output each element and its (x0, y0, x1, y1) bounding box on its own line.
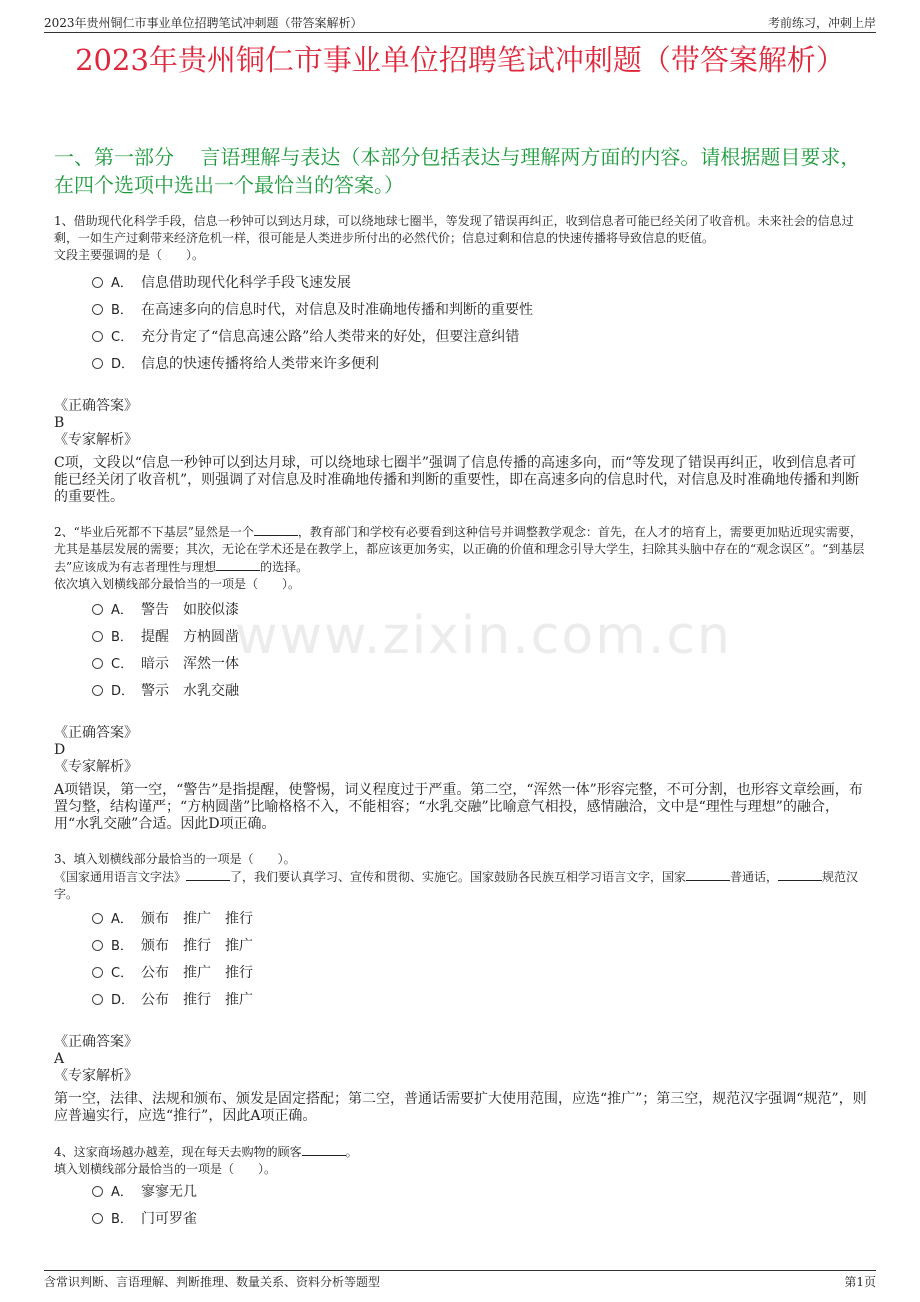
radio-icon[interactable] (92, 913, 103, 924)
question-2-body-a: 2、“毕业后死都不下基层”显然是一个 (54, 525, 254, 539)
question-3-analysis: 第一空，法律、法规和颁布、颁发是固定搭配；第二空，普通话需要扩大使用范围，应选“推广”；第三空，规范汉字强调“规范”，则应普遍实行，应选“推行”，因此A项正确。 (54, 1091, 867, 1124)
option-text: 在高速多向的信息时代，对信息及时准确地传播和判断的重要性 (141, 302, 533, 318)
option-d[interactable] (92, 351, 860, 378)
page-title: 2023年贵州铜仁市事业单位招聘笔试冲刺题（带答案解析） (75, 43, 845, 77)
answer-label: 《正确答案》 (54, 398, 138, 414)
option-letter: A． (111, 276, 133, 291)
question-3-options (92, 906, 860, 1014)
radio-icon[interactable] (92, 277, 103, 288)
question-3-body-c: 普通话， (730, 870, 779, 884)
answer-value: B (54, 415, 65, 431)
radio-icon[interactable] (92, 358, 103, 369)
option-a[interactable] (92, 906, 860, 933)
option-text: 颁布 推行 推广 (141, 938, 253, 954)
question-1-text (54, 213, 870, 264)
option-text: 暗示 浑然一体 (141, 656, 239, 672)
option-text: 颁布 推广 推行 (141, 911, 253, 927)
option-c[interactable] (92, 651, 860, 678)
page-number: 第1页 (844, 1275, 876, 1289)
option-a[interactable] (92, 1179, 860, 1206)
answer-label: 《正确答案》 (54, 1034, 138, 1050)
answer-value: A (54, 1051, 65, 1067)
answer-label: 《正确答案》 (54, 725, 138, 741)
option-text: 提醒 方枘圆凿 (141, 629, 239, 645)
option-letter: A． (111, 603, 133, 618)
question-2-prompt: 依次填入划横线部分最恰当的一项是（ ）。 (54, 577, 301, 591)
option-text: 信息借助现代化科学手段飞速发展 (141, 275, 351, 291)
option-c[interactable] (92, 324, 860, 351)
question-4-body-a: 4、这家商场越办越差，现在每天去购物的顾客 (54, 1145, 302, 1159)
option-d[interactable] (92, 987, 860, 1014)
option-letter: C． (111, 657, 134, 672)
blank-line (186, 868, 230, 881)
page-header (44, 10, 876, 33)
option-letter: A． (111, 912, 133, 927)
option-letter: C． (111, 966, 134, 981)
question-3-body-d: 规范汉字。 (54, 870, 859, 901)
option-letter: D． (111, 993, 135, 1008)
question-1-answer (54, 398, 870, 449)
option-letter: D． (111, 357, 135, 372)
radio-icon[interactable] (92, 631, 103, 642)
question-4-prompt: 填入划横线部分最恰当的一项是（ ）。 (54, 1162, 277, 1176)
option-b[interactable] (92, 297, 860, 324)
radio-icon[interactable] (92, 658, 103, 669)
page-footer (44, 1270, 876, 1289)
question-3-body-b: 了，我们要认真学习、宣传和贯彻、实施它。国家鼓励各民族互相学习语言文字，国家 (230, 870, 687, 884)
option-text: 警示 水乳交融 (141, 683, 239, 699)
answer-value: D (54, 742, 66, 758)
option-letter: B． (111, 303, 133, 318)
header-right-text: 考前练习，冲刺上岸 (767, 16, 876, 30)
radio-icon[interactable] (92, 331, 103, 342)
radio-icon[interactable] (92, 304, 103, 315)
question-2-options (92, 597, 860, 705)
option-text: 公布 推广 推行 (141, 965, 253, 981)
blank-line (216, 558, 260, 571)
option-letter: B． (111, 939, 133, 954)
header-left-text: 2023年贵州铜仁市事业单位招聘笔试冲刺题（带答案解析） (44, 16, 363, 30)
option-b[interactable] (92, 624, 860, 651)
radio-icon[interactable] (92, 967, 103, 978)
option-letter: B． (111, 630, 133, 645)
option-a[interactable] (92, 270, 860, 297)
question-1-body: 1、借助现代化科学手段，信息一秒钟可以到达月球，可以绕地球七圈半，等发现了错误再纠正，收到信息者可能已经关闭了收音机。未来社会的信息过剩，一如生产过剩带来经济危机一样，很可能是人类进步所付出的必然代价；信息过剩和信息的快速传播将导致信息的贬值。 (54, 214, 854, 245)
option-text: 寥寥无几 (141, 1184, 197, 1200)
option-text: 警告 如胶似漆 (141, 602, 239, 618)
question-2-answer (54, 725, 870, 776)
radio-icon[interactable] (92, 685, 103, 696)
radio-icon[interactable] (92, 994, 103, 1005)
question-3-prompt: 3、填入划横线部分最恰当的一项是（ ）。 (54, 852, 296, 866)
blank-line (778, 868, 822, 881)
question-2-text (54, 523, 870, 593)
option-b[interactable] (92, 933, 860, 960)
option-letter: A． (111, 1185, 133, 1200)
question-3-text (54, 851, 870, 903)
footer-left-text: 含常识判断、言语理解、判断推理、数量关系、资料分析等题型 (44, 1275, 381, 1289)
option-letter: C． (111, 330, 134, 345)
blank-line (686, 868, 730, 881)
question-3-body-a: 《国家通用语言文字法》 (54, 870, 187, 884)
question-4-options (92, 1179, 860, 1233)
option-text: 门可罗雀 (141, 1211, 197, 1227)
option-d[interactable] (92, 678, 860, 705)
radio-icon[interactable] (92, 940, 103, 951)
blank-line (302, 1143, 346, 1156)
option-text: 充分肯定了“信息高速公路”给人类带来的好处，但要注意纠错 (141, 329, 520, 345)
option-text: 信息的快速传播将给人类带来许多便利 (141, 356, 379, 372)
option-c[interactable] (92, 960, 860, 987)
analysis-label: 《专家解析》 (54, 759, 138, 775)
question-1-analysis: C项，文段以“信息一秒钟可以到达月球，可以绕地球七圈半”强调了信息传播的高速多向，而“等发现了错误再纠正，收到信息者可能已经关闭了收音机”，则强调了对信息及时准确地传播和判断的重要性，即在高速多向的信息时代，对信息及时准确地传播和判断的重要性。 (54, 455, 860, 505)
question-3-answer (54, 1034, 870, 1085)
question-2-body-c: 的选择。 (260, 560, 309, 574)
option-letter: B． (111, 1212, 133, 1227)
analysis-label: 《专家解析》 (54, 1068, 138, 1084)
analysis-label: 《专家解析》 (54, 432, 138, 448)
question-4-text (54, 1143, 870, 1178)
question-4-body-b: 。 (345, 1145, 358, 1159)
watermark: www.zixin.com.cn (235, 606, 732, 666)
question-2-body-b: ，教育部门和学校有必要看到这种信号并调整教学观念：首先，在人才的培育上，需要更加贴近现实需要，尤其是基层发展的需要；其次，无论在学术还是在教学上，都应该更加务实，以正确的价值和理念引导大学生，扫除其头脑中存在的“观念误区”。“到基层去”应该成为有志者理性与理想 (54, 525, 865, 574)
option-letter: D． (111, 684, 135, 699)
question-1-prompt: 文段主要强调的是（ ）。 (54, 248, 205, 262)
radio-icon[interactable] (92, 604, 103, 615)
option-text: 公布 推行 推广 (141, 992, 253, 1008)
radio-icon[interactable] (92, 1186, 103, 1197)
option-a[interactable] (92, 597, 860, 624)
question-1-options (92, 270, 860, 378)
radio-icon[interactable] (92, 1213, 103, 1224)
section-heading: 一、第一部分 言语理解与表达（本部分包括表达与理解两方面的内容。请根据题目要求，在四个选项中选出一个最恰当的答案。） (54, 145, 861, 197)
option-b[interactable] (92, 1206, 860, 1233)
question-2-analysis: A项错误，第一空，“警告”是指提醒，使警惕，词义程度过于严重。第二空，“浑然一体”形容完整，不可分割，也形容文章绘画，布置匀整，结构谨严；“方枘圆凿”比喻格格不入，不能相容；“水乳交融”比喻意气相投，感情融洽，文中是“理性与理想”的融合，用“水乳交融”合适。因此D项正确。 (54, 782, 863, 832)
blank-line (254, 523, 298, 536)
